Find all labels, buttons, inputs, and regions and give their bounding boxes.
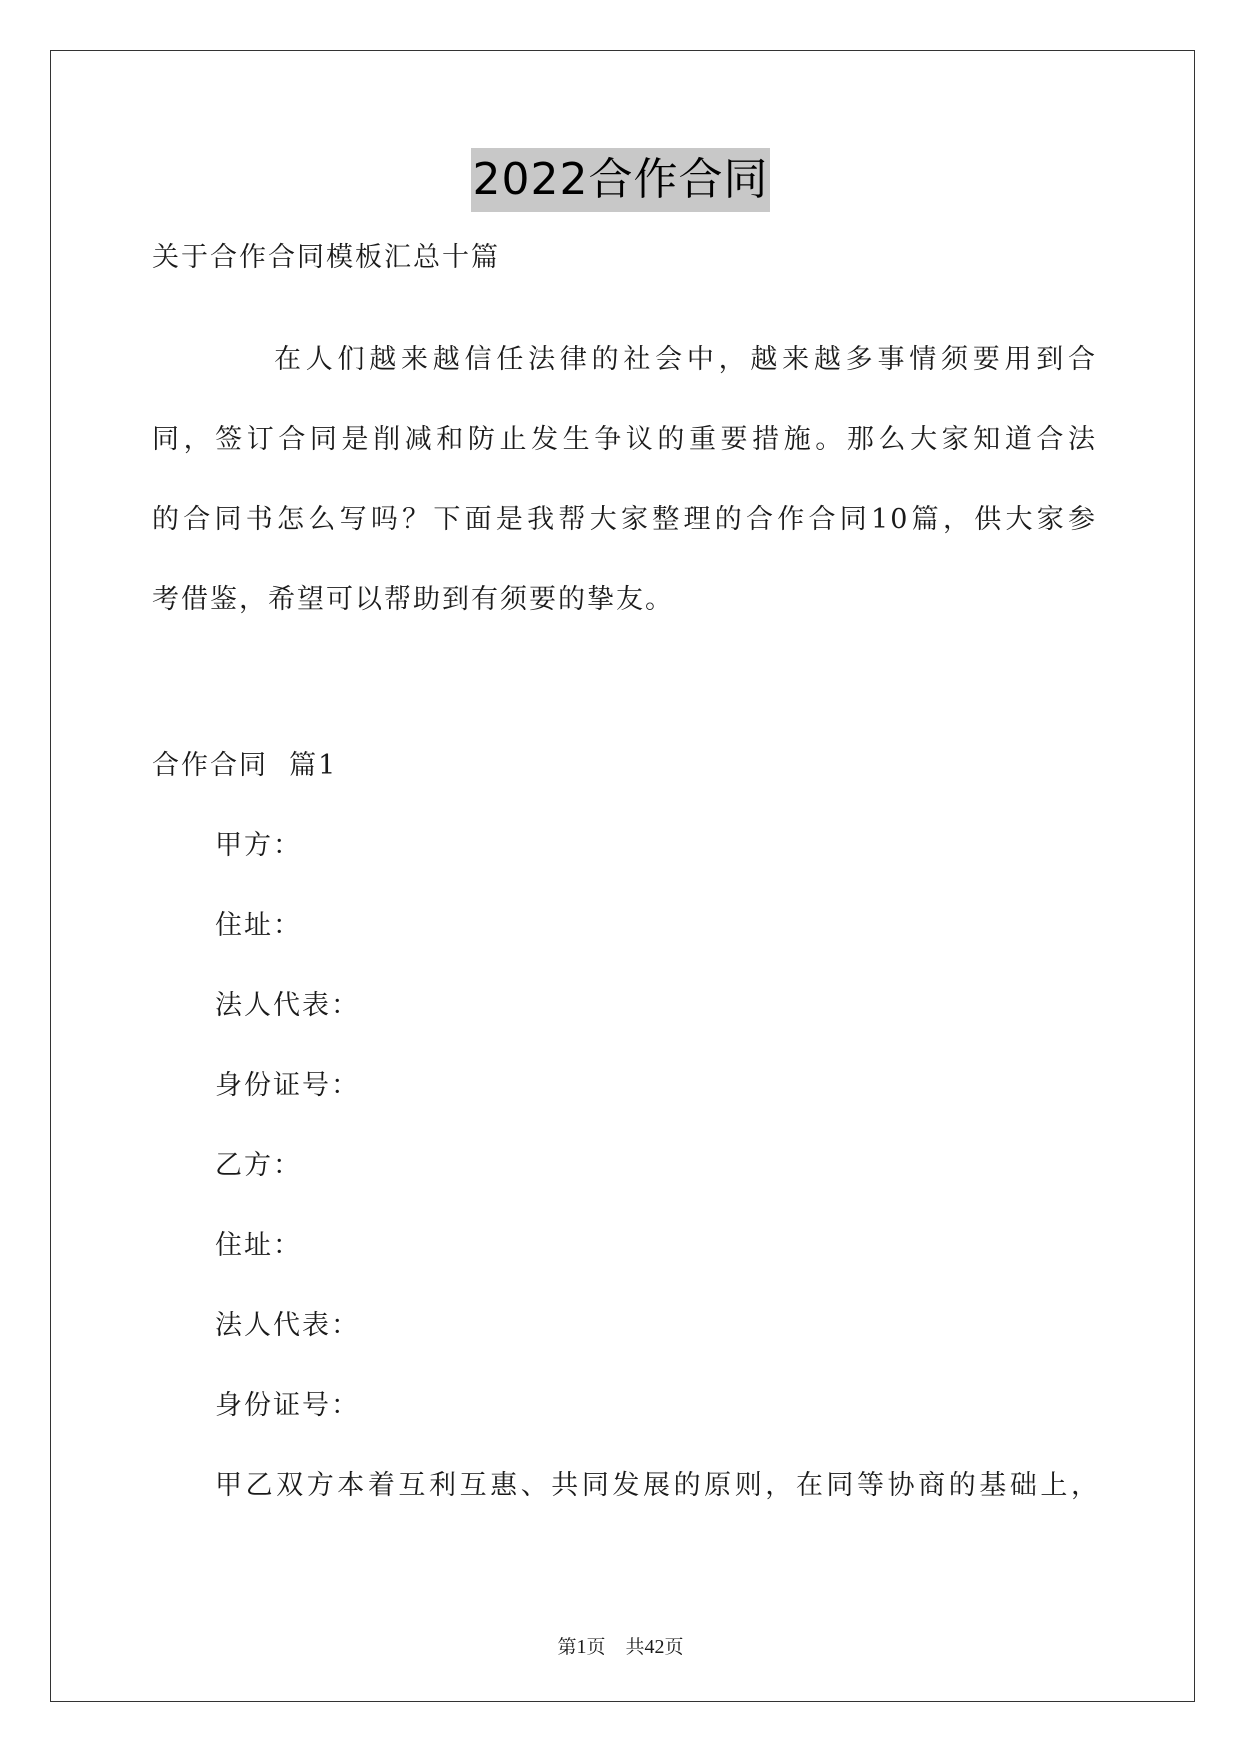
- footer-page-total: 42: [644, 1636, 665, 1658]
- title-container: [0, 148, 1241, 212]
- document-title: 2022合作合同: [471, 148, 771, 212]
- field-party-a: 甲方：: [215, 830, 302, 861]
- intro-line-2: 同，签订合同是削减和防止发生争议的重要措施。那么大家知道合法: [152, 424, 1097, 455]
- field-party-b: 乙方：: [215, 1150, 302, 1181]
- footer-page-current: 1: [576, 1636, 587, 1658]
- body-paragraph-line: 甲乙双方本着互利互惠、共同发展的原则，在同等协商的基础上，: [215, 1470, 1100, 1501]
- intro-line-3: 的合同书怎么写吗？下面是我帮大家整理的合作合同10篇，供大家参: [152, 504, 1097, 535]
- field-id-number-a: 身份证号：: [215, 1070, 360, 1101]
- field-address-a: 住址：: [215, 910, 302, 941]
- footer-page-mid: 页: [586, 1636, 606, 1658]
- field-address-b: 住址：: [215, 1230, 302, 1261]
- page-footer: [0, 1632, 1241, 1662]
- intro-line-4: 考借鉴，希望可以帮助到有须要的挚友。: [152, 584, 674, 615]
- footer-page-prefix: 第: [557, 1636, 577, 1658]
- footer-total-suffix: 页: [664, 1636, 684, 1658]
- footer-total-prefix: 共: [625, 1636, 645, 1658]
- field-legal-rep-a: 法人代表：: [215, 990, 360, 1021]
- field-id-number-b: 身份证号：: [215, 1390, 360, 1421]
- document-heading: 关于合作合同模板汇总十篇: [152, 242, 500, 273]
- field-legal-rep-b: 法人代表：: [215, 1310, 360, 1341]
- intro-line-1: 在人们越来越信任法律的社会中，越来越多事情须要用到合: [274, 344, 1097, 375]
- page-border: [50, 50, 1195, 1702]
- section-title: 合作合同 篇1: [152, 750, 338, 781]
